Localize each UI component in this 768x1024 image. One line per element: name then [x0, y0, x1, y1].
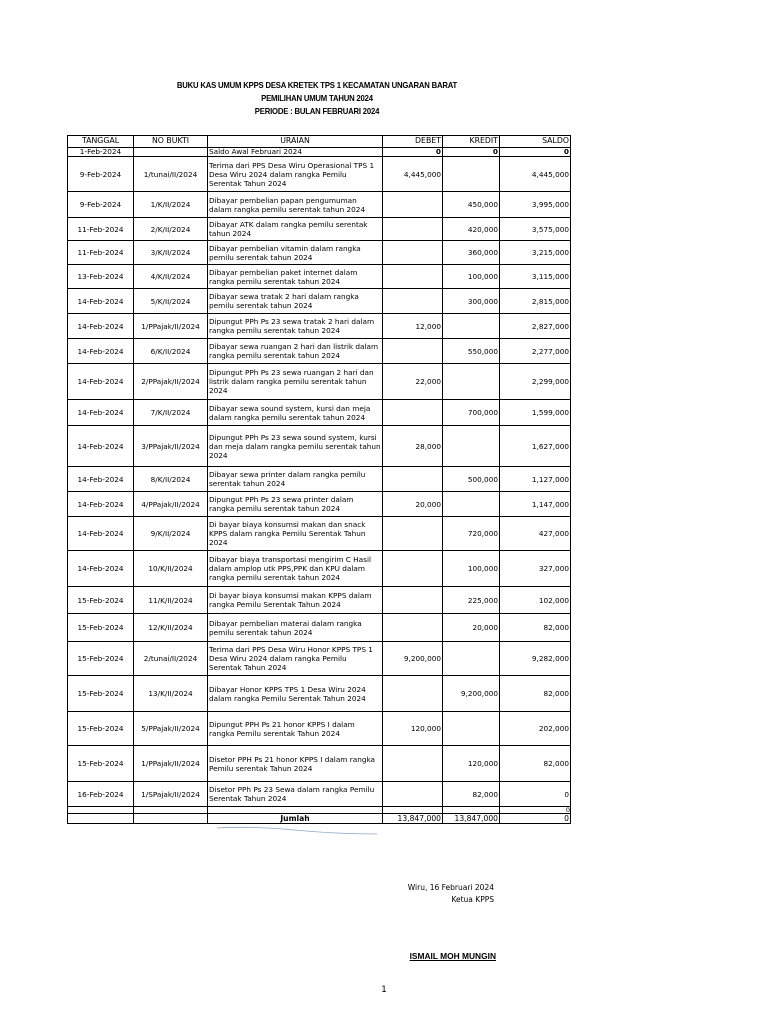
- ledger-header: [68, 136, 571, 148]
- cell-debit: [383, 265, 443, 289]
- cell-credit: [443, 364, 500, 400]
- ledger-row: [68, 642, 571, 676]
- cell-debit: [383, 551, 443, 587]
- cell-balance: 9,282,000: [500, 642, 571, 676]
- cell-date: 14-Feb-2024: [68, 339, 134, 364]
- cell-debit: 120,000: [383, 712, 443, 746]
- cell-balance: 0: [500, 782, 571, 807]
- ledger-row: [68, 265, 571, 289]
- cell-ref: [134, 148, 208, 157]
- cell-debit: [383, 339, 443, 364]
- document-title: BUKU KAS UMUM KPPS DESA KRETEK TPS 1 KECAMATAN UNGARAN BARAT: [176, 80, 458, 90]
- cell-date: 14-Feb-2024: [68, 289, 134, 314]
- cell-debit: [383, 614, 443, 642]
- cell-debit: 9,200,000: [383, 642, 443, 676]
- cell-date: 14-Feb-2024: [68, 517, 134, 551]
- cell-credit: 20,000: [443, 614, 500, 642]
- cell-balance: 1,127,000: [500, 467, 571, 492]
- cell-description: Terima dari PPS Desa Wiru Honor KPPS TPS 1 Desa Wiru 2024 dalam rangka Pemilu Serentak Tahun 2024: [208, 642, 383, 676]
- cell-balance: 3,995,000: [500, 192, 571, 218]
- cell-credit: [443, 492, 500, 517]
- cell-date: 14-Feb-2024: [68, 364, 134, 400]
- ledger-row: [68, 364, 571, 400]
- cell-credit: [443, 314, 500, 339]
- cell-description: Dipungut PPh Ps 23 sewa tratak 2 hari dalam rangka pemilu serentak tahun 2024: [208, 314, 383, 339]
- ledger-row: [68, 551, 571, 587]
- cell-description: Dibayar sewa tratak 2 hari dalam rangka pemilu serentak tahun 2024: [208, 289, 383, 314]
- cell-debit: 0: [383, 148, 443, 157]
- cell-date: 15-Feb-2024: [68, 642, 134, 676]
- cell-ref: 4/K/II/2024: [134, 265, 208, 289]
- cell-credit: [443, 157, 500, 192]
- header-tanggal: TANGGAL: [68, 136, 134, 148]
- ledger-row: [68, 517, 571, 551]
- cell-ref: 11/K/II/2024: [134, 587, 208, 614]
- cell-description: Disetor PPH Ps 21 honor KPPS I dalam rangka Pemilu serentak Tahun 2024: [208, 746, 383, 782]
- ledger-row: [68, 192, 571, 218]
- cell-date: 14-Feb-2024: [68, 492, 134, 517]
- cell-credit: 550,000: [443, 339, 500, 364]
- cell-credit: [443, 426, 500, 467]
- cell-credit: 720,000: [443, 517, 500, 551]
- document-period: PERIODE : BULAN FEBRUARI 2024: [254, 106, 380, 116]
- ledger-row: [68, 426, 571, 467]
- spacer-row: [68, 807, 571, 814]
- cell-ref: 1/SPajak/II/2024: [134, 782, 208, 807]
- cell-ref: 5/PPajak/II/2024: [134, 712, 208, 746]
- cell-date: 14-Feb-2024: [68, 426, 134, 467]
- cell-description: Dibayar pembelian papan pengumuman dalam rangka pemilu serentak tahun 2024: [208, 192, 383, 218]
- cell-debit: [383, 289, 443, 314]
- cell-debit: 20,000: [383, 492, 443, 517]
- cell-credit: 700,000: [443, 400, 500, 426]
- cell-balance: 202,000: [500, 712, 571, 746]
- header-no-bukti: NO BUKTI: [134, 136, 208, 148]
- cell-date: 15-Feb-2024: [68, 587, 134, 614]
- cell-date: 15-Feb-2024: [68, 712, 134, 746]
- cell-ref: 9/K/II/2024: [134, 517, 208, 551]
- cell-description: Dibayar ATK dalam rangka pemilu serentak tahun 2024: [208, 218, 383, 241]
- cell-debit: [383, 782, 443, 807]
- cell-balance: 82,000: [500, 676, 571, 712]
- ledger-row: [68, 782, 571, 807]
- cell-description: Saldo Awal Februari 2024: [208, 148, 383, 157]
- cell-date: 15-Feb-2024: [68, 676, 134, 712]
- cell-balance: 427,000: [500, 517, 571, 551]
- cash-ledger-table: [67, 135, 571, 824]
- cell-date: 9-Feb-2024: [68, 192, 134, 218]
- cell-date: 11-Feb-2024: [68, 218, 134, 241]
- cell-description: Disetor PPh Ps 23 Sewa dalam rangka Pemilu Serentak Tahun 2024: [208, 782, 383, 807]
- ledger-row: [68, 289, 571, 314]
- cell-date: 14-Feb-2024: [68, 467, 134, 492]
- cell-description: Terima dari PPS Desa Wiru Operasional TPS 1 Desa Wiru 2024 dalam rangka Pemilu Serentak Tahun 2024: [208, 157, 383, 192]
- cell-balance: 4,445,000: [500, 157, 571, 192]
- ledger-row: [68, 614, 571, 642]
- ledger-row: [68, 492, 571, 517]
- cell-balance: 1,599,000: [500, 400, 571, 426]
- cell-balance: 327,000: [500, 551, 571, 587]
- cell-description: Dipungut PPh Ps 23 sewa ruangan 2 hari dan listrik dalam rangka pemilu serentak tahun 2024: [208, 364, 383, 400]
- cell-debit: 28,000: [383, 426, 443, 467]
- cell-credit: 500,000: [443, 467, 500, 492]
- cell-date: 15-Feb-2024: [68, 614, 134, 642]
- cell-debit: [383, 241, 443, 265]
- cell-ref: 7/K/II/2024: [134, 400, 208, 426]
- header-kredit: KREDIT: [443, 136, 500, 148]
- cell-date: 9-Feb-2024: [68, 157, 134, 192]
- cell-credit: [443, 642, 500, 676]
- cell-credit: 0: [443, 148, 500, 157]
- cell-credit: 9,200,000: [443, 676, 500, 712]
- total-balance: 0: [500, 814, 571, 824]
- cell-date: 15-Feb-2024: [68, 746, 134, 782]
- ledger-row: [68, 467, 571, 492]
- spacer-balance: 0: [500, 807, 571, 814]
- cell-description: Dibayar sewa ruangan 2 hari dan listrik dalam rangka pemilu serentak tahun 2024: [208, 339, 383, 364]
- cell-date: 1-Feb-2024: [68, 148, 134, 157]
- cell-debit: [383, 467, 443, 492]
- total-debit: 13,847,000: [383, 814, 443, 824]
- cell-ref: 3/K/II/2024: [134, 241, 208, 265]
- cell-balance: 3,115,000: [500, 265, 571, 289]
- total-credit: 13,847,000: [443, 814, 500, 824]
- cell-credit: 225,000: [443, 587, 500, 614]
- total-row: [68, 814, 571, 824]
- cell-ref: 1/PPajak/II/2024: [134, 746, 208, 782]
- cell-ref: 10/K/II/2024: [134, 551, 208, 587]
- cell-ref: 2/K/II/2024: [134, 218, 208, 241]
- signature-role: Ketua KPPS: [451, 895, 494, 904]
- cell-credit: 360,000: [443, 241, 500, 265]
- cell-date: 13-Feb-2024: [68, 265, 134, 289]
- cell-credit: 100,000: [443, 265, 500, 289]
- cell-credit: 420,000: [443, 218, 500, 241]
- ledger-row: [68, 148, 571, 157]
- total-label: Jumlah: [208, 814, 383, 824]
- cell-credit: 120,000: [443, 746, 500, 782]
- cell-debit: 22,000: [383, 364, 443, 400]
- cell-description: Dibayar sewa printer dalam rangka pemilu serentak tahun 2024: [208, 467, 383, 492]
- ledger-row: [68, 157, 571, 192]
- cell-credit: 100,000: [443, 551, 500, 587]
- ledger-row: [68, 676, 571, 712]
- pen-scribble-mark: [215, 824, 380, 836]
- cell-description: Dipungut PPh Ps 23 sewa sound system, kursi dan meja dalam rangka pemilu serentak tahun 2024: [208, 426, 383, 467]
- ledger-row: [68, 241, 571, 265]
- cell-ref: 1/tunai/II/2024: [134, 157, 208, 192]
- cell-ref: 12/K/II/2024: [134, 614, 208, 642]
- cell-balance: 3,575,000: [500, 218, 571, 241]
- cell-description: Dipungut PPh Ps 23 sewa printer dalam rangka pemilu serentak tahun 2024: [208, 492, 383, 517]
- cell-balance: 1,627,000: [500, 426, 571, 467]
- cell-debit: 4,445,000: [383, 157, 443, 192]
- cell-balance: 82,000: [500, 746, 571, 782]
- cell-balance: 1,147,000: [500, 492, 571, 517]
- cell-credit: 300,000: [443, 289, 500, 314]
- cell-ref: 13/K/II/2024: [134, 676, 208, 712]
- cell-balance: 2,827,000: [500, 314, 571, 339]
- cell-balance: 2,299,000: [500, 364, 571, 400]
- cell-description: Dibayar pembelian vitamin dalam rangka pemilu serentak tahun 2024: [208, 241, 383, 265]
- cell-description: Dibayar sewa sound system, kursi dan meja dalam rangka pemilu serentak tahun 2024: [208, 400, 383, 426]
- header-debet: DEBET: [383, 136, 443, 148]
- cell-debit: [383, 587, 443, 614]
- cell-balance: 2,277,000: [500, 339, 571, 364]
- cell-date: 16-Feb-2024: [68, 782, 134, 807]
- cell-balance: 0: [500, 148, 571, 157]
- cell-description: Di bayar biaya konsumsi makan KPPS dalam rangka Pemilu Serentak Tahun 2024: [208, 587, 383, 614]
- cell-balance: 82,000: [500, 614, 571, 642]
- signature-name: ISMAIL MOH MUNGIN: [409, 951, 496, 961]
- ledger-row: [68, 712, 571, 746]
- ledger-row: [68, 314, 571, 339]
- cell-debit: [383, 192, 443, 218]
- cell-description: Dibayar biaya transportasi mengirim C Hasil dalam amplop utk PPS,PPK dan KPU dalam rangka pemilu serentak tahun 2024: [208, 551, 383, 587]
- document-title-block: [0, 79, 634, 118]
- cell-credit: 82,000: [443, 782, 500, 807]
- cell-date: 11-Feb-2024: [68, 241, 134, 265]
- cell-ref: 5/K/II/2024: [134, 289, 208, 314]
- cell-description: Di bayar biaya konsumsi makan dan snack KPPS dalam rangka Pemilu Serentak Tahun 2024: [208, 517, 383, 551]
- cell-ref: 3/PPajak/II/2024: [134, 426, 208, 467]
- cell-description: Dibayar pembelian paket internet dalam rangka pemilu serentak tahun 2024: [208, 265, 383, 289]
- header-uraian: URAIAN: [208, 136, 383, 148]
- cell-balance: 102,000: [500, 587, 571, 614]
- cell-description: Dibayar Honor KPPS TPS 1 Desa Wiru 2024 dalam rangka Pemilu Serentak Tahun 2024: [208, 676, 383, 712]
- cell-ref: 1/K/II/2024: [134, 192, 208, 218]
- cell-date: 14-Feb-2024: [68, 314, 134, 339]
- cell-debit: [383, 517, 443, 551]
- ledger-row: [68, 339, 571, 364]
- cell-ref: 6/K/II/2024: [134, 339, 208, 364]
- ledger-row: [68, 587, 571, 614]
- signature-place-date: Wiru, 16 Februari 2024: [407, 883, 494, 892]
- cell-debit: [383, 400, 443, 426]
- cell-debit: [383, 676, 443, 712]
- cell-ref: 4/PPajak/II/2024: [134, 492, 208, 517]
- cell-ref: 2/tunai/II/2024: [134, 642, 208, 676]
- cell-ref: 8/K/II/2024: [134, 467, 208, 492]
- cell-credit: 450,000: [443, 192, 500, 218]
- page-number: 1: [381, 985, 387, 995]
- cell-debit: [383, 218, 443, 241]
- cell-balance: 2,815,000: [500, 289, 571, 314]
- cell-credit: [443, 712, 500, 746]
- cell-description: Dibayar pembelian materai dalam rangka pemilu serentak tahun 2024: [208, 614, 383, 642]
- ledger-row: [68, 746, 571, 782]
- cell-debit: 12,000: [383, 314, 443, 339]
- ledger-body: [68, 148, 571, 807]
- ledger-row: [68, 400, 571, 426]
- cell-description: Dipungut PPH Ps 21 honor KPPS I dalam rangka Pemilu serentak Tahun 2024: [208, 712, 383, 746]
- cell-debit: [383, 746, 443, 782]
- cell-date: 14-Feb-2024: [68, 551, 134, 587]
- cell-date: 14-Feb-2024: [68, 400, 134, 426]
- header-saldo: SALDO: [500, 136, 571, 148]
- ledger-row: [68, 218, 571, 241]
- document-subtitle: PEMILIHAN UMUM TAHUN 2024: [261, 93, 373, 103]
- cell-balance: 3,215,000: [500, 241, 571, 265]
- cell-ref: 1/PPajak/II/2024: [134, 314, 208, 339]
- cell-ref: 2/PPajak/II/2024: [134, 364, 208, 400]
